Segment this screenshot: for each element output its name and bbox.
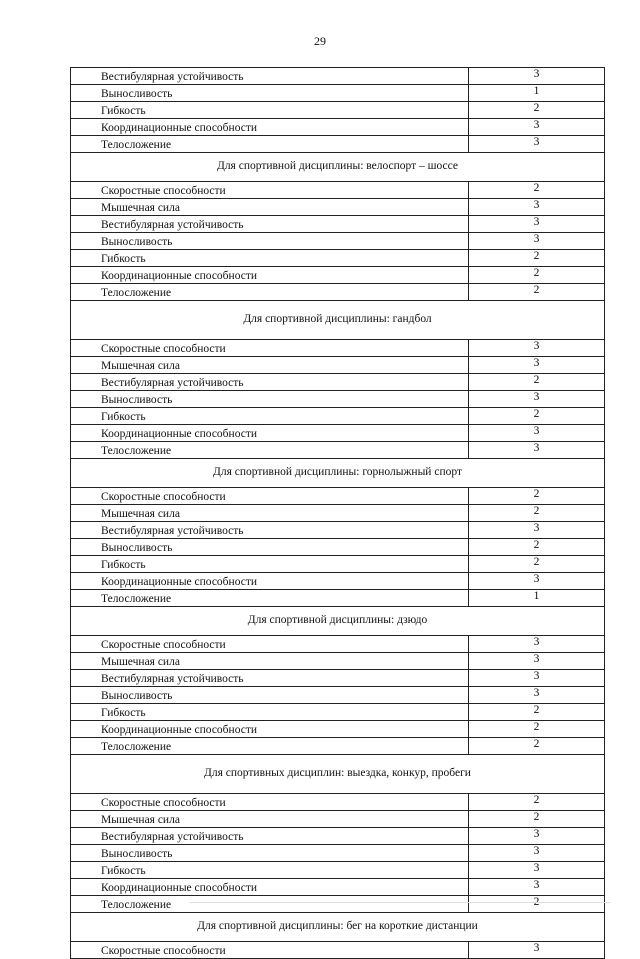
ability-score: 3: [469, 670, 605, 687]
ability-label: Скоростные способности: [71, 794, 469, 811]
table-row: [71, 522, 605, 539]
table-row: [71, 284, 605, 301]
ability-score: 3: [469, 442, 605, 459]
ability-label: Телосложение: [71, 590, 469, 607]
ability-score: 1: [469, 590, 605, 607]
table-row: [71, 670, 605, 687]
table-row: [71, 102, 605, 119]
ability-label: Выносливость: [71, 85, 469, 102]
discipline-header: Для спортивной дисциплины: гандбол: [71, 301, 605, 340]
ability-label: Телосложение: [71, 738, 469, 755]
ability-label: Вестибулярная устойчивость: [71, 522, 469, 539]
table-row: [71, 233, 605, 250]
ability-label: Координационные способности: [71, 267, 469, 284]
discipline-header-row: [71, 755, 605, 794]
ability-score: 2: [469, 250, 605, 267]
ability-label: Телосложение: [71, 136, 469, 153]
ability-label: Скоростные способности: [71, 182, 469, 199]
ability-score: 2: [469, 182, 605, 199]
table-row: [71, 738, 605, 755]
ability-score: 3: [469, 119, 605, 136]
ability-score: 3: [469, 879, 605, 896]
ability-label: Выносливость: [71, 233, 469, 250]
ability-score: 3: [469, 862, 605, 879]
table-row: [71, 811, 605, 828]
discipline-header-row: [71, 153, 605, 182]
table-row: [71, 408, 605, 425]
ability-score: 2: [469, 267, 605, 284]
ability-score: 2: [469, 408, 605, 425]
table-row: [71, 721, 605, 738]
ability-label: Гибкость: [71, 704, 469, 721]
ability-score: 3: [469, 687, 605, 704]
ability-score: 2: [469, 794, 605, 811]
ability-score: 2: [469, 488, 605, 505]
discipline-header: Для спортивной дисциплины: дзюдо: [71, 607, 605, 636]
scan-edge-line: [190, 902, 610, 903]
ability-label: Скоростные способности: [71, 340, 469, 357]
ability-label: Выносливость: [71, 539, 469, 556]
ability-score: 3: [469, 636, 605, 653]
ability-score: 2: [469, 374, 605, 391]
ability-label: Координационные способности: [71, 573, 469, 590]
ability-label: Мышечная сила: [71, 199, 469, 216]
ability-label: Вестибулярная устойчивость: [71, 68, 469, 85]
table-row: [71, 216, 605, 233]
discipline-header: Для спортивной дисциплины: бег на короткие дистанции: [71, 913, 605, 942]
table-row: [71, 794, 605, 811]
table-row: [71, 85, 605, 102]
table-row: [71, 357, 605, 374]
ability-label: Мышечная сила: [71, 811, 469, 828]
ability-label: Гибкость: [71, 556, 469, 573]
table-row: [71, 879, 605, 896]
ability-label: Гибкость: [71, 408, 469, 425]
table-row: [71, 573, 605, 590]
ability-label: Скоростные способности: [71, 636, 469, 653]
ability-label: Вестибулярная устойчивость: [71, 828, 469, 845]
table-row: [71, 653, 605, 670]
ability-score: 3: [469, 68, 605, 85]
table-row: [71, 488, 605, 505]
table-row: [71, 119, 605, 136]
ability-label: Скоростные способности: [71, 942, 469, 959]
table-row: [71, 505, 605, 522]
ability-score: 3: [469, 199, 605, 216]
ability-score: 1: [469, 85, 605, 102]
discipline-header-row: [71, 459, 605, 488]
ability-label: Мышечная сила: [71, 653, 469, 670]
discipline-header-row: [71, 913, 605, 942]
ability-score: 3: [469, 845, 605, 862]
ability-score: 3: [469, 233, 605, 250]
table-row: [71, 539, 605, 556]
ability-label: Выносливость: [71, 845, 469, 862]
ability-label: Координационные способности: [71, 119, 469, 136]
abilities-table-body: [71, 68, 605, 959]
ability-label: Телосложение: [71, 284, 469, 301]
ability-label: Вестибулярная устойчивость: [71, 670, 469, 687]
discipline-header-row: [71, 607, 605, 636]
ability-score: 2: [469, 704, 605, 721]
table-row: [71, 250, 605, 267]
table-row: [71, 136, 605, 153]
ability-label: Гибкость: [71, 250, 469, 267]
table-row: [71, 556, 605, 573]
ability-label: Скоростные способности: [71, 488, 469, 505]
ability-label: Мышечная сила: [71, 357, 469, 374]
ability-score: 3: [469, 522, 605, 539]
ability-score: 3: [469, 425, 605, 442]
ability-score: 2: [469, 505, 605, 522]
ability-score: 2: [469, 284, 605, 301]
ability-score: 3: [469, 942, 605, 959]
ability-score: 2: [469, 556, 605, 573]
ability-label: Координационные способности: [71, 721, 469, 738]
ability-label: Координационные способности: [71, 425, 469, 442]
ability-label: Телосложение: [71, 896, 469, 913]
ability-label: Координационные способности: [71, 879, 469, 896]
table-row: [71, 182, 605, 199]
table-row: [71, 199, 605, 216]
page-number: 29: [314, 34, 326, 48]
table-row: [71, 942, 605, 959]
table-row: [71, 636, 605, 653]
ability-label: Мышечная сила: [71, 505, 469, 522]
ability-score: 2: [469, 811, 605, 828]
ability-score: 3: [469, 391, 605, 408]
ability-label: Выносливость: [71, 687, 469, 704]
ability-label: Выносливость: [71, 391, 469, 408]
table-row: [71, 267, 605, 284]
ability-score: 3: [469, 340, 605, 357]
ability-score: 2: [469, 539, 605, 556]
ability-score: 2: [469, 102, 605, 119]
ability-score: 3: [469, 357, 605, 374]
ability-score: 3: [469, 216, 605, 233]
ability-label: Гибкость: [71, 862, 469, 879]
table-row: [71, 68, 605, 85]
table-row: [71, 425, 605, 442]
table-row: [71, 845, 605, 862]
discipline-header-row: [71, 301, 605, 340]
ability-score: 2: [469, 721, 605, 738]
table-row: [71, 374, 605, 391]
ability-label: Телосложение: [71, 442, 469, 459]
ability-score: 3: [469, 653, 605, 670]
ability-score: 2: [469, 738, 605, 755]
table-row: [71, 896, 605, 913]
ability-label: Гибкость: [71, 102, 469, 119]
table-row: [71, 862, 605, 879]
table-row: [71, 391, 605, 408]
table-row: [71, 828, 605, 845]
discipline-header: Для спортивной дисциплины: горнолыжный спорт: [71, 459, 605, 488]
abilities-table: [70, 67, 605, 959]
ability-score: 3: [469, 573, 605, 590]
ability-score: 3: [469, 136, 605, 153]
ability-score: 3: [469, 828, 605, 845]
table-row: [71, 340, 605, 357]
ability-label: Вестибулярная устойчивость: [71, 216, 469, 233]
ability-score: [469, 896, 605, 913]
discipline-header: Для спортивных дисциплин: выездка, конкур, пробеги: [71, 755, 605, 794]
discipline-header: Для спортивной дисциплины: велоспорт – шоссе: [71, 153, 605, 182]
table-row: [71, 704, 605, 721]
ability-label: Вестибулярная устойчивость: [71, 374, 469, 391]
table-row: [71, 590, 605, 607]
table-row: [71, 687, 605, 704]
table-row: [71, 442, 605, 459]
